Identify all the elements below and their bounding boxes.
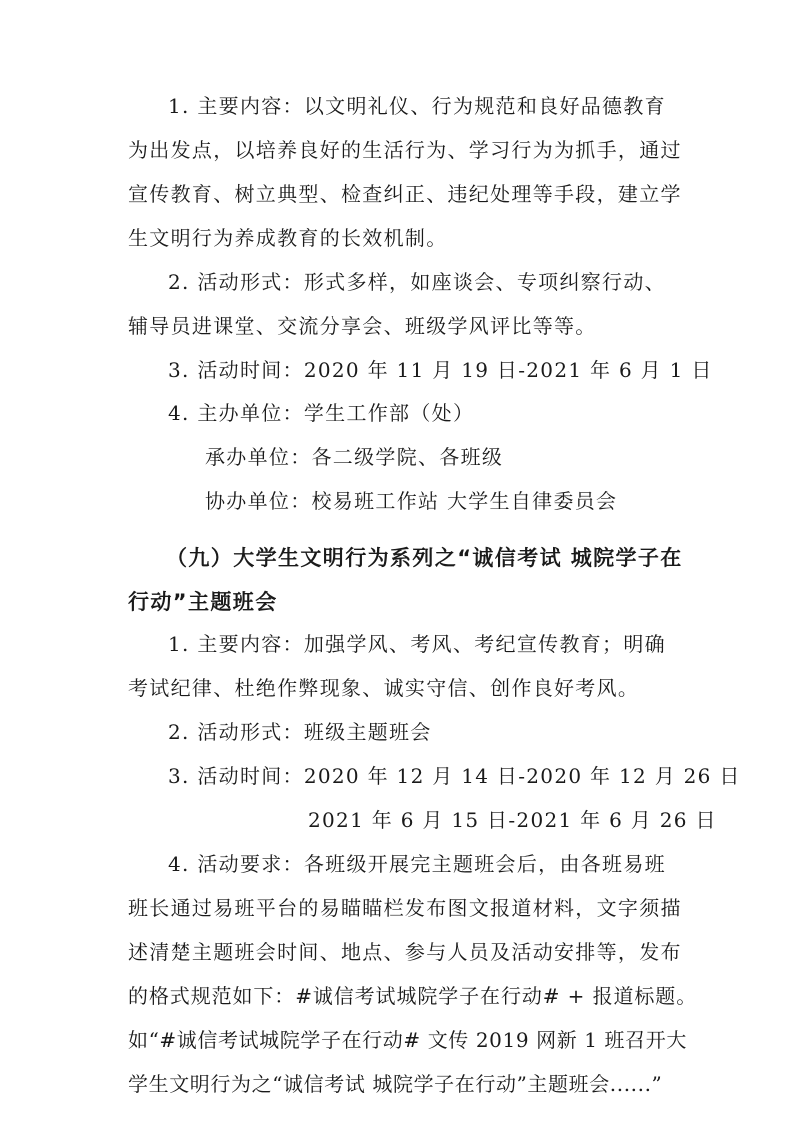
paragraph-line: 2021 年 6 月 15 日-2021 年 6 月 26 日 bbox=[308, 808, 717, 832]
paragraph-line: 4. 活动要求：各班级开展完主题班会后，由各班易班 bbox=[168, 852, 666, 876]
paragraph-line: 如“#诚信考试城院学子在行动# 文传 2019 网新 1 班召开大 bbox=[128, 1028, 687, 1052]
paragraph-line: 辅导员进课堂、交流分享会、班级学风评比等等。 bbox=[128, 314, 597, 338]
paragraph-line: 4. 主办单位：学生工作部（处） bbox=[168, 401, 475, 425]
paragraph-line: 学生文明行为之“诚信考试 城院学子在行动”主题班会......” bbox=[128, 1072, 663, 1096]
section-heading: （九）大学生文明行为系列之“诚信考试 城院学子在 bbox=[166, 546, 683, 570]
paragraph-line: 宣传教育、树立典型、检查纠正、违纪处理等手段，建立学 bbox=[128, 182, 682, 206]
section-heading: 行动”主题班会 bbox=[128, 590, 278, 614]
paragraph-line: 班长通过易班平台的易瞄瞄栏发布图文报道材料，文字须描 bbox=[128, 896, 682, 920]
paragraph-line: 考试纪律、杜绝作弊现象、诚实守信、创作良好考风。 bbox=[128, 676, 640, 700]
paragraph-line: 为出发点，以培养良好的生活行为、学习行为为抓手，通过 bbox=[128, 138, 682, 162]
paragraph-line: 3. 活动时间：2020 年 11 月 19 日-2021 年 6 月 1 日 bbox=[168, 358, 713, 382]
paragraph-line: 的格式规范如下：#诚信考试城院学子在行动# + 报道标题。 bbox=[128, 984, 698, 1008]
paragraph-line: 1. 主要内容：以文明礼仪、行为规范和良好品德教育 bbox=[168, 94, 666, 118]
paragraph-line: 2. 活动形式：形式多样，如座谈会、专项纠察行动、 bbox=[168, 270, 666, 294]
paragraph-line: 3. 活动时间：2020 年 12 月 14 日-2020 年 12 月 26 日 bbox=[168, 764, 741, 788]
paragraph-line: 述清楚主题班会时间、地点、参与人员及活动安排等，发布 bbox=[128, 940, 682, 964]
paragraph-line: 1. 主要内容：加强学风、考风、考纪宣传教育；明确 bbox=[168, 632, 666, 656]
paragraph-line: 2. 活动形式：班级主题班会 bbox=[168, 720, 432, 744]
paragraph-line: 生文明行为养成教育的长效机制。 bbox=[128, 226, 448, 250]
paragraph-line: 承办单位：各二级学院、各班级 bbox=[205, 445, 504, 469]
paragraph-line: 协办单位：校易班工作站 大学生自律委员会 bbox=[205, 489, 618, 513]
